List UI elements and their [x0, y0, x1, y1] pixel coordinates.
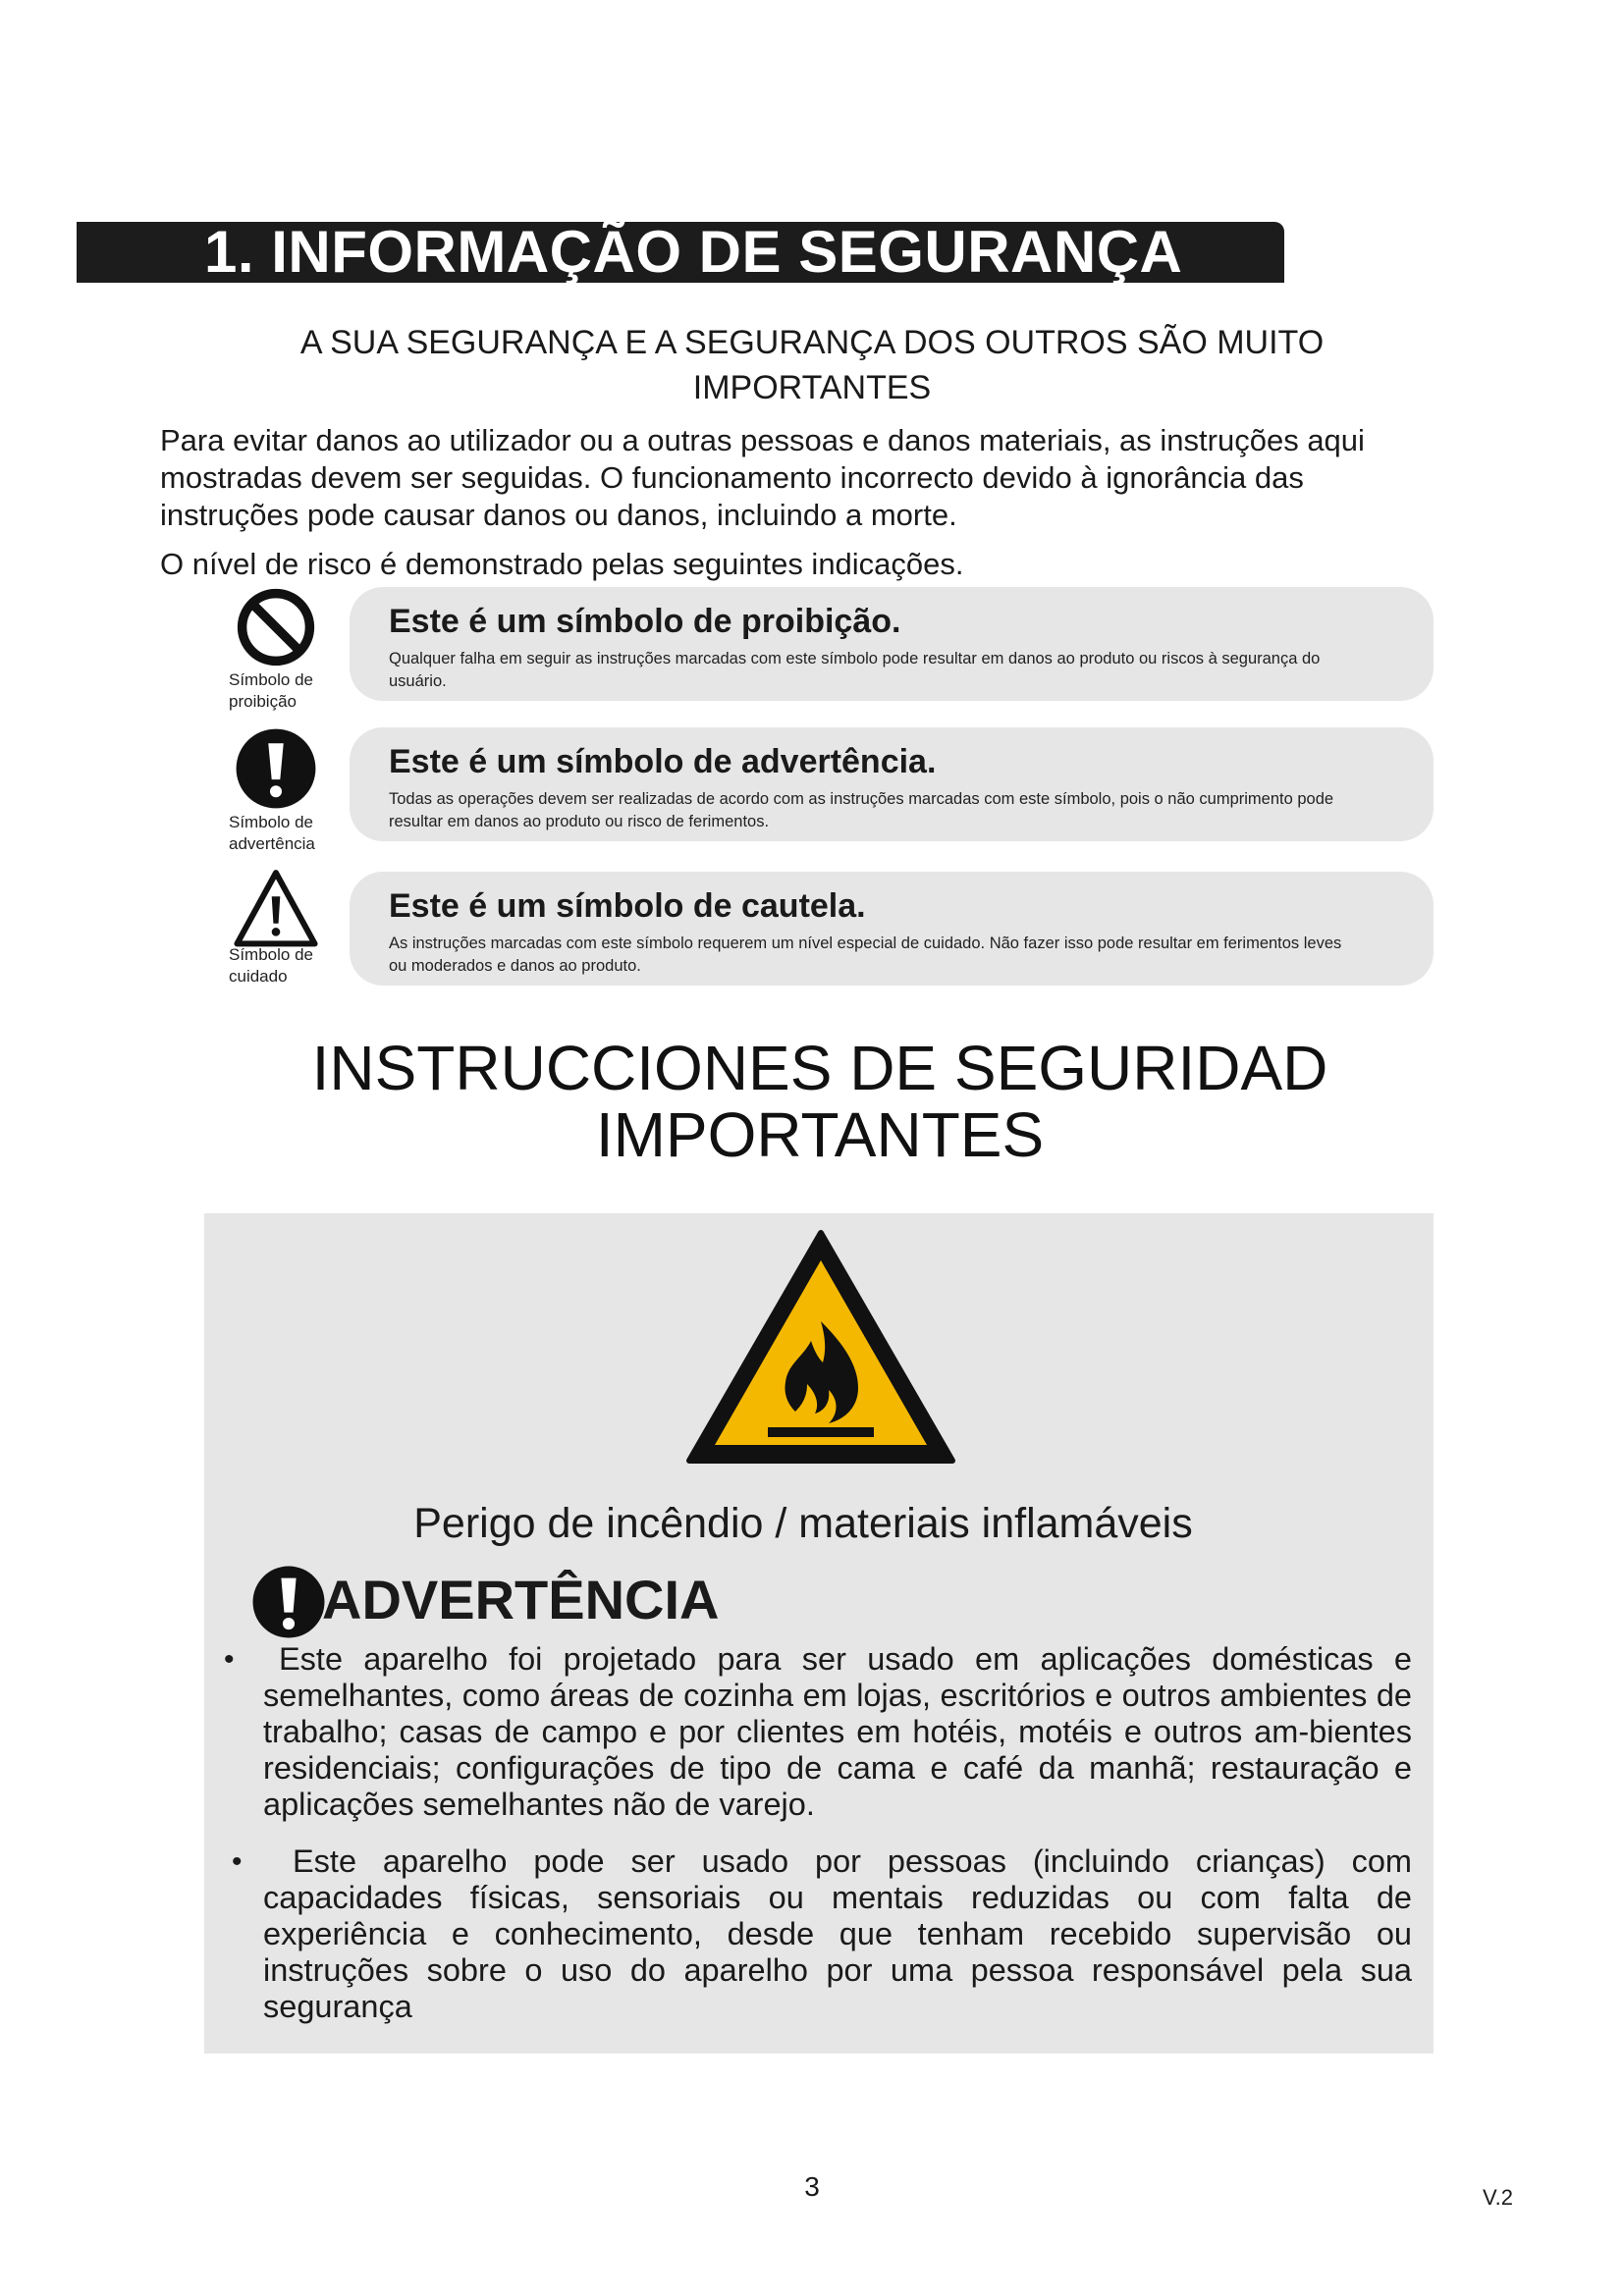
intro-paragraph: Para evitar danos ao utilizador ou a outras pessoas e danos materiais, as instruções aqui mostradas devem ser seguidas. O funcionamento incorrecto devido à ignorância das instruções pode causar danos ou danos, incluindo a morte.: [160, 423, 1365, 532]
fire-warning-panel: [204, 1213, 1434, 2054]
symbol-card-description: Todas as operações devem ser realizadas de acordo com as instruções marcadas com este símbolo, pois o não cumprimento pode resultar em danos ao produto ou risco de ferimentos.: [389, 790, 1334, 830]
safety-instructions-title: [0, 1035, 1624, 1168]
symbol-card: [350, 872, 1434, 986]
symbol-card: [350, 727, 1434, 841]
symbol-card-description: Qualquer falha em seguir as instruções marcadas com este símbolo pode resultar em danos ao produto ou riscos à segurança do usuário.: [389, 650, 1321, 690]
symbol-label: Símbolo de proibição: [229, 670, 313, 711]
subtitle-line-2: IMPORTANTES: [692, 369, 932, 406]
section-header-bar: [77, 219, 1284, 285]
symbol-label: Símbolo de cuidado: [229, 945, 313, 986]
bullet-dot: •: [232, 1845, 243, 1878]
symbol-card: [350, 587, 1434, 701]
exclamation-icon: [234, 726, 318, 811]
symbol-card-title: Este é um símbolo de cautela.: [389, 887, 866, 925]
section-title: 1. INFORMAÇÃO DE SEGURANÇA: [204, 219, 1183, 285]
symbol-card-title: Este é um símbolo de advertência.: [389, 743, 937, 780]
list-item: [224, 1641, 1412, 1823]
symbol-label: Símbolo de advertência: [229, 813, 315, 853]
subtitle-line-1: A SUA SEGURANÇA E A SEGURANÇA DOS OUTROS SÃO MUITO: [299, 324, 1325, 361]
symbol-card-description: As instruções marcadas com este símbolo requerem um nível especial de cuidado. Não fazer isso pode resultar em ferimentos leves ou moderados e danos ao produto.: [389, 934, 1342, 975]
warning-bullet-text: Este aparelho pode ser usado por pessoas (incluindo crianças) com capacidades físicas, sensoriais ou mentais reduzidas ou com falta de experiência e conhecimento, desde que tenham recebido supervisão ou instruções sobre o uso do aparelho por uma pessoa responsável pela sua segurança: [263, 1843, 1412, 2024]
prohibition-icon: [234, 585, 318, 669]
big-title-line-2: IMPORTANTES: [595, 1099, 1045, 1170]
safety-subtitle: [0, 320, 1624, 410]
caution-triangle-icon: [234, 868, 318, 952]
big-title-line-1: INSTRUCCIONES DE SEGURIDAD: [311, 1033, 1328, 1103]
fire-hazard-caption: Perigo de incêndio / materiais inflamáveis: [413, 1500, 1193, 1547]
warning-bullet-text: Este aparelho foi projetado para ser usado em aplicações domésticas e semelhantes, como áreas de cozinha em lojas, escritórios e outros ambientes de trabalho; casas de campo e por clientes em hotéis, motéis e outros am-bientes residenciais; configurações de tipo de cama e café da manhã; restauração e aplicações semelhantes não de varejo.: [263, 1641, 1412, 1822]
exclamation-icon: [251, 1565, 326, 1639]
bullet-dot: •: [224, 1643, 235, 1676]
version-label: V.2: [1483, 2185, 1514, 2210]
symbol-card-title: Este é um símbolo de proibição.: [389, 603, 901, 640]
flammable-warning-icon: [685, 1227, 956, 1467]
list-item: [232, 1843, 1412, 2025]
risk-level-text: O nível de risco é demonstrado pelas seguintes indicações.: [160, 547, 964, 581]
warning-heading: ADVERTÊNCIA: [322, 1569, 720, 1630]
page-number: 3: [804, 2171, 820, 2202]
